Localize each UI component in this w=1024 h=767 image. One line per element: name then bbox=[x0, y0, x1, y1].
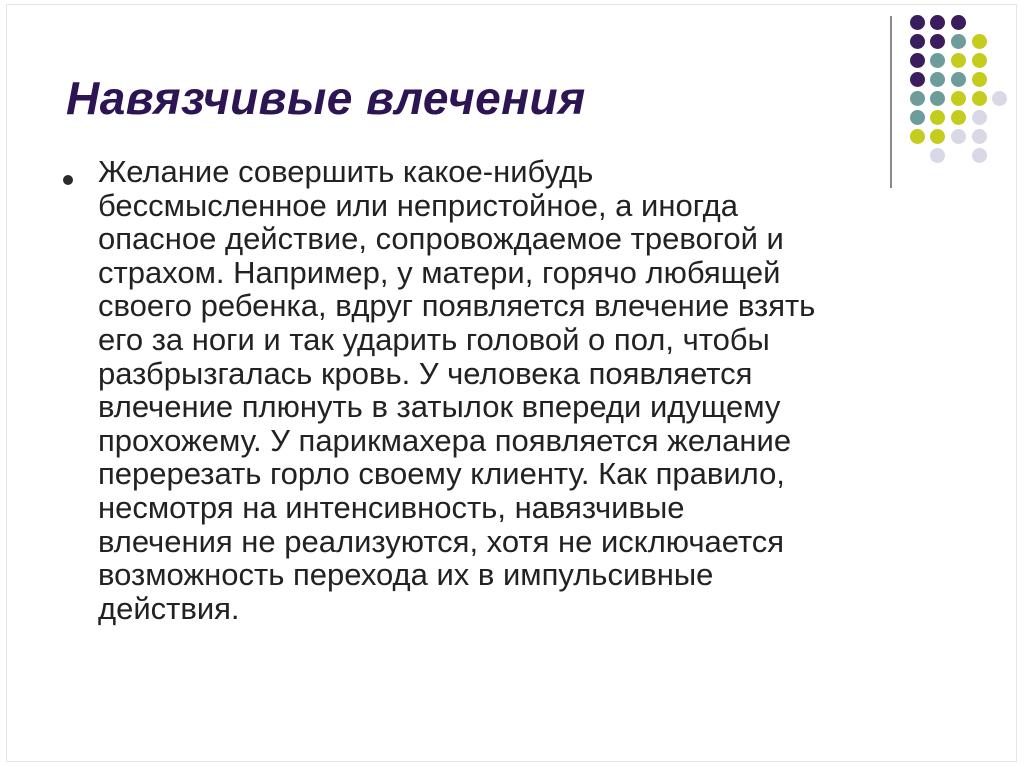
decorative-dot bbox=[910, 34, 925, 49]
decorative-dot bbox=[951, 53, 966, 68]
decorative-dot bbox=[951, 129, 966, 144]
decorative-dot bbox=[951, 110, 966, 125]
text-line: Желание совершить какое-нибудь bbox=[98, 154, 594, 189]
bullet-text bbox=[98, 155, 978, 625]
decorative-dot bbox=[910, 53, 925, 68]
decorative-dot bbox=[910, 72, 925, 87]
decorative-dot bbox=[910, 91, 925, 106]
decorative-dot bbox=[951, 72, 966, 87]
decorative-dot bbox=[930, 129, 945, 144]
decorative-dot bbox=[910, 129, 925, 144]
decorative-dot bbox=[972, 91, 987, 106]
text-line: его за ноги и так ударить головой о пол, чтобы bbox=[98, 321, 770, 357]
slide-title: Навязчивые влечения bbox=[66, 72, 586, 124]
decorative-dot bbox=[972, 34, 987, 49]
text-line: влечение плюнуть в затылок впереди идущему bbox=[98, 389, 781, 425]
decorative-dot bbox=[972, 129, 987, 144]
text-line: несмотря на интенсивность, навязчивые bbox=[98, 489, 685, 525]
decorative-dot bbox=[910, 110, 925, 125]
decorative-dot bbox=[930, 110, 945, 125]
decorative-dot bbox=[930, 72, 945, 87]
text-line: возможность перехода их в импульсивные bbox=[98, 557, 714, 593]
bullet-marker bbox=[63, 175, 73, 185]
text-line: бессмысленное или непристойное, а иногда bbox=[98, 187, 738, 223]
text-line: перерезать горло своему клиенту. Как правило, bbox=[98, 456, 785, 492]
decorative-dot bbox=[992, 91, 1007, 106]
decorative-dot bbox=[930, 53, 945, 68]
decorative-dot bbox=[930, 15, 945, 30]
decorative-dot bbox=[930, 34, 945, 49]
text-line: прохожему. У парикмахера появляется желание bbox=[98, 422, 792, 458]
decorative-dot bbox=[930, 91, 945, 106]
decorative-dot bbox=[910, 15, 925, 30]
decorative-dot bbox=[972, 53, 987, 68]
text-line: разбрызгалась кровь. У человека появляется bbox=[98, 355, 753, 391]
text-line: опасное действие, сопровождаемое тревогой и bbox=[98, 221, 784, 257]
decorative-dot bbox=[972, 110, 987, 125]
decorative-dot bbox=[972, 72, 987, 87]
decorative-dot bbox=[951, 15, 966, 30]
decorative-dot bbox=[951, 34, 966, 49]
text-line: влечения не реализуются, хотя не исключается bbox=[98, 523, 785, 559]
decorative-dot-grid bbox=[908, 12, 1008, 162]
text-line: действия. bbox=[98, 590, 240, 626]
decorative-dot bbox=[951, 91, 966, 106]
text-line: страхом. Например, у матери, горячо любящей bbox=[98, 254, 781, 290]
text-line: своего ребенка, вдруг появляется влечение взять bbox=[98, 288, 816, 324]
